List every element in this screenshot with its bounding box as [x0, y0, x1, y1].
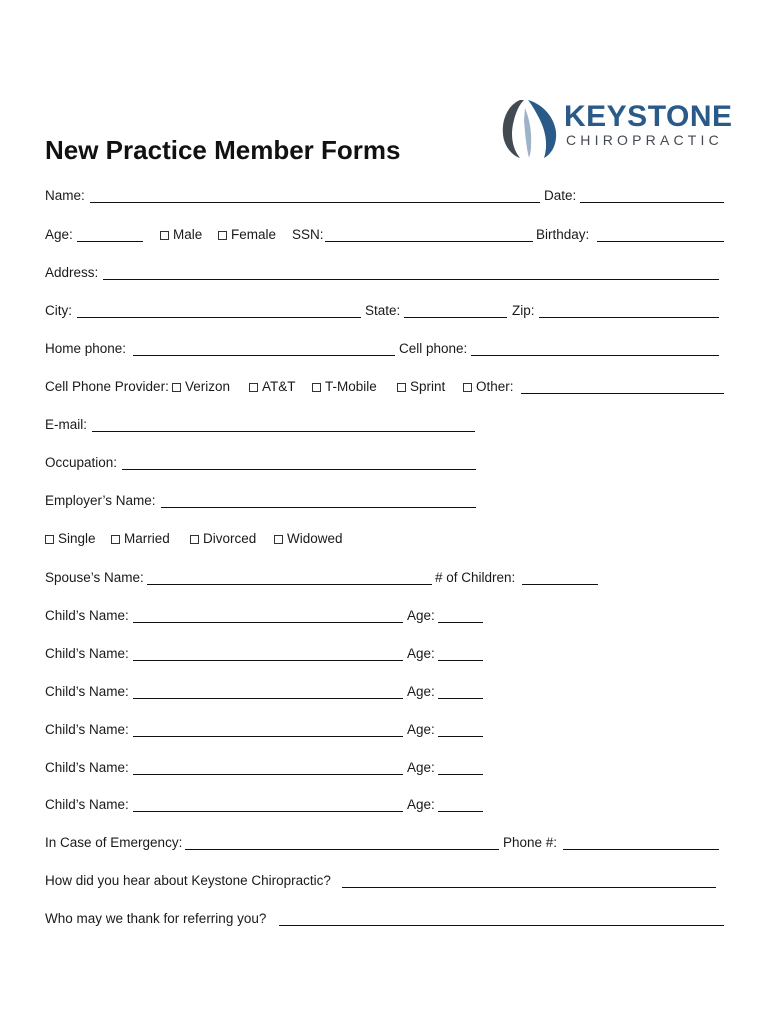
child-age-label: Age: — [407, 608, 435, 623]
name-label: Name: — [45, 188, 85, 203]
male-checkbox[interactable] — [160, 231, 169, 240]
referral-row — [45, 909, 725, 929]
widowed-label: Widowed — [287, 531, 343, 546]
child-name-label: Child’s Name: — [45, 760, 129, 775]
verizon-option[interactable] — [172, 377, 230, 397]
state-label: State: — [365, 303, 401, 318]
city-label: City: — [45, 303, 72, 318]
logo-wordmark: KEYSTONE — [564, 100, 733, 133]
employer-label: Employer’s Name: — [45, 493, 156, 508]
cell-provider-label: Cell Phone Provider: — [45, 379, 169, 394]
child-name-label: Child’s Name: — [45, 797, 129, 812]
other-option[interactable] — [463, 377, 514, 397]
child-age-label: Age: — [407, 684, 435, 699]
single-label: Single — [58, 531, 96, 546]
address-field[interactable] — [103, 279, 719, 280]
child-age-label: Age: — [407, 797, 435, 812]
employer-field[interactable] — [161, 507, 476, 508]
child-name-field[interactable] — [133, 622, 403, 623]
verizon-label: Verizon — [185, 379, 231, 394]
spouse-row — [45, 568, 725, 588]
state-field[interactable] — [404, 317, 507, 318]
spouse-field[interactable] — [147, 584, 432, 585]
child-age-field[interactable] — [438, 811, 483, 812]
other-checkbox[interactable] — [463, 383, 472, 392]
phone-label: Phone #: — [503, 835, 558, 850]
tmobile-label: T-Mobile — [325, 379, 377, 394]
age-label: Age: — [45, 227, 73, 242]
ssn-label: SSN: — [292, 227, 324, 242]
tmobile-option[interactable] — [312, 377, 377, 397]
child-name-label: Child’s Name: — [45, 684, 129, 699]
emergency-row — [45, 833, 725, 853]
employer-row — [45, 491, 725, 511]
child-age-field[interactable] — [438, 698, 483, 699]
hear-about-row — [45, 871, 725, 891]
single-checkbox[interactable] — [45, 535, 54, 544]
married-label: Married — [124, 531, 170, 546]
occupation-field[interactable] — [122, 469, 476, 470]
spouse-label: Spouse’s Name: — [45, 570, 144, 585]
referral-field[interactable] — [279, 925, 724, 926]
male-option[interactable] — [160, 225, 202, 245]
birthday-field[interactable] — [597, 241, 724, 242]
cell-phone-label: Cell phone: — [399, 341, 468, 356]
child-name-label: Child’s Name: — [45, 608, 129, 623]
form-title: New Practice Member Forms — [45, 135, 401, 165]
emergency-contact-field[interactable] — [185, 849, 499, 850]
city-field[interactable] — [77, 317, 361, 318]
age-field[interactable] — [77, 241, 143, 242]
home-phone-field[interactable] — [133, 355, 395, 356]
cell-phone-field[interactable] — [471, 355, 719, 356]
widowed-option[interactable] — [274, 529, 343, 549]
keystone-emblem-icon — [498, 94, 564, 160]
child-age-label: Age: — [407, 760, 435, 775]
child-row — [45, 644, 725, 664]
child-name-field[interactable] — [133, 698, 403, 699]
tmobile-checkbox[interactable] — [312, 383, 321, 392]
phone-row — [45, 339, 725, 359]
divorced-option[interactable] — [190, 529, 256, 549]
child-name-field[interactable] — [133, 660, 403, 661]
other-provider-field[interactable] — [521, 393, 724, 394]
hear-about-label: How did you hear about Keystone Chiropractic? — [45, 873, 331, 888]
married-option[interactable] — [111, 529, 170, 549]
other-label: Other: — [476, 379, 514, 394]
child-row — [45, 720, 725, 740]
widowed-checkbox[interactable] — [274, 535, 283, 544]
child-name-label: Child’s Name: — [45, 722, 129, 737]
referral-label: Who may we thank for referring you? — [45, 911, 267, 926]
att-checkbox[interactable] — [249, 383, 258, 392]
occupation-label: Occupation: — [45, 455, 118, 470]
child-age-label: Age: — [407, 646, 435, 661]
children-count-field[interactable] — [522, 584, 598, 585]
emergency-phone-field[interactable] — [563, 849, 719, 850]
child-name-field[interactable] — [133, 811, 403, 812]
date-field[interactable] — [580, 202, 724, 203]
child-age-field[interactable] — [438, 774, 483, 775]
verizon-checkbox[interactable] — [172, 383, 181, 392]
email-field[interactable] — [92, 431, 475, 432]
cell-provider-row — [45, 377, 725, 397]
married-checkbox[interactable] — [111, 535, 120, 544]
child-name-field[interactable] — [133, 736, 403, 737]
female-checkbox[interactable] — [218, 231, 227, 240]
ssn-field[interactable] — [325, 241, 533, 242]
keystone-logo — [498, 94, 733, 160]
logo-subtitle: CHIROPRACTIC — [566, 132, 723, 148]
att-option[interactable] — [249, 377, 296, 397]
female-option[interactable] — [218, 225, 276, 245]
marital-status-row — [45, 529, 725, 549]
address-row — [45, 263, 725, 283]
child-age-field[interactable] — [438, 622, 483, 623]
birthday-label: Birthday: — [536, 227, 590, 242]
email-row — [45, 415, 725, 435]
date-label: Date: — [544, 188, 577, 203]
child-row — [45, 606, 725, 626]
email-label: E-mail: — [45, 417, 88, 432]
children-count-label: # of Children: — [435, 570, 516, 585]
child-name-label: Child’s Name: — [45, 646, 129, 661]
sprint-label: Sprint — [410, 379, 446, 394]
female-label: Female — [231, 227, 277, 242]
child-age-label: Age: — [407, 722, 435, 737]
age-ssn-row — [45, 225, 725, 245]
hear-about-field[interactable] — [342, 887, 716, 888]
home-phone-label: Home phone: — [45, 341, 127, 356]
zip-field[interactable] — [539, 317, 719, 318]
child-age-field[interactable] — [438, 660, 483, 661]
child-age-field[interactable] — [438, 736, 483, 737]
att-label: AT&T — [262, 379, 296, 394]
divorced-checkbox[interactable] — [190, 535, 199, 544]
city-state-zip-row — [45, 301, 725, 321]
address-label: Address: — [45, 265, 99, 280]
emergency-label: In Case of Emergency: — [45, 835, 183, 850]
name-date-row — [45, 186, 725, 206]
child-row — [45, 795, 725, 815]
child-row — [45, 758, 725, 778]
occupation-row — [45, 453, 725, 473]
sprint-checkbox[interactable] — [397, 383, 406, 392]
male-label: Male — [173, 227, 203, 242]
sprint-option[interactable] — [397, 377, 445, 397]
divorced-label: Divorced — [203, 531, 257, 546]
zip-label: Zip: — [512, 303, 535, 318]
single-option[interactable] — [45, 529, 96, 549]
child-row — [45, 682, 725, 702]
name-field[interactable] — [90, 202, 540, 203]
child-name-field[interactable] — [133, 774, 403, 775]
